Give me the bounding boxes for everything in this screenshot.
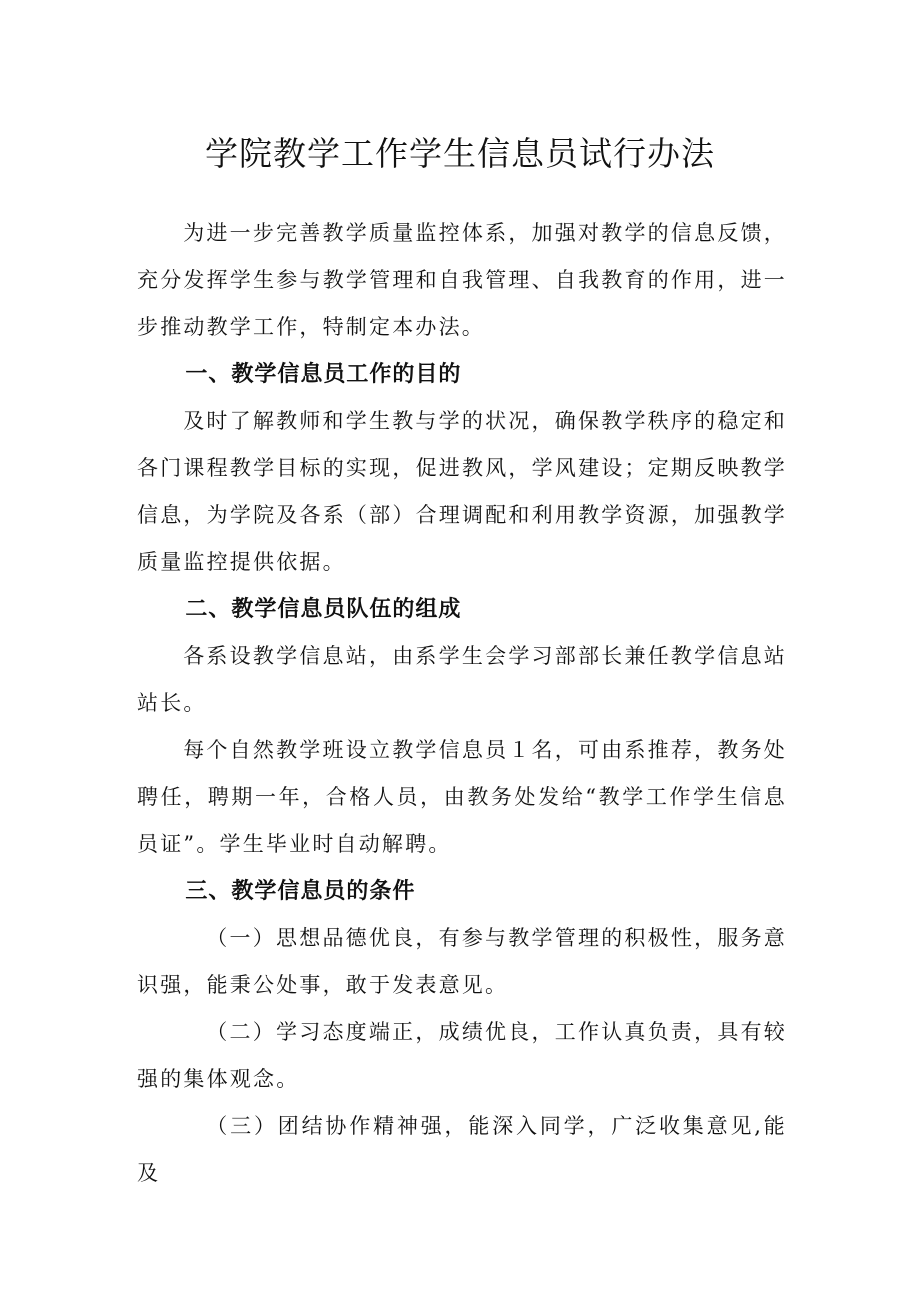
section2-heading: 二、教学信息员队伍的组成 <box>185 597 462 622</box>
section1-paragraph: 及时了解教师和学生教与学的状况，确保教学秩序的稳定和各门课程教学目标的实现，促进教风，学风建设；定期反映教学信息，为学院及各系（部）合理调配和利用教学资源，加强教学质量监控提供依据。 <box>137 409 787 574</box>
section3-item-3: （三）团结协作精神强，能深入同学，广泛收集意见,能及 <box>137 1114 787 1185</box>
section3-heading: 三、教学信息员的条件 <box>185 879 416 904</box>
section3-item-2: （二）学习态度端正，成绩优良，工作认真负责，具有较强的集体观念。 <box>137 1020 787 1091</box>
document-body <box>137 210 787 1197</box>
section2-paragraph-2: 每个自然教学班设立教学信息员１名，可由系推荐，教务处聘任，聘期一年，合格人员，由教务处发给“教学工作学生信息员证”。学生毕业时自动解聘。 <box>137 738 787 856</box>
section3-item-1: （一）思想品德优良，有参与教学管理的积极性，服务意识强，能秉公处事，敢于发表意见。 <box>137 926 787 997</box>
section1-heading: 一、教学信息员工作的目的 <box>185 362 462 387</box>
intro-paragraph: 为进一步完善教学质量监控体系，加强对教学的信息反馈，充分发挥学生参与教学管理和自我管理、自我教育的作用，进一步推动教学工作，特制定本办法。 <box>137 221 787 339</box>
document-title: 学院教学工作学生信息员试行办法 <box>205 134 715 173</box>
section2-paragraph-1: 各系设教学信息站，由系学生会学习部部长兼任教学信息站站长。 <box>137 644 787 715</box>
